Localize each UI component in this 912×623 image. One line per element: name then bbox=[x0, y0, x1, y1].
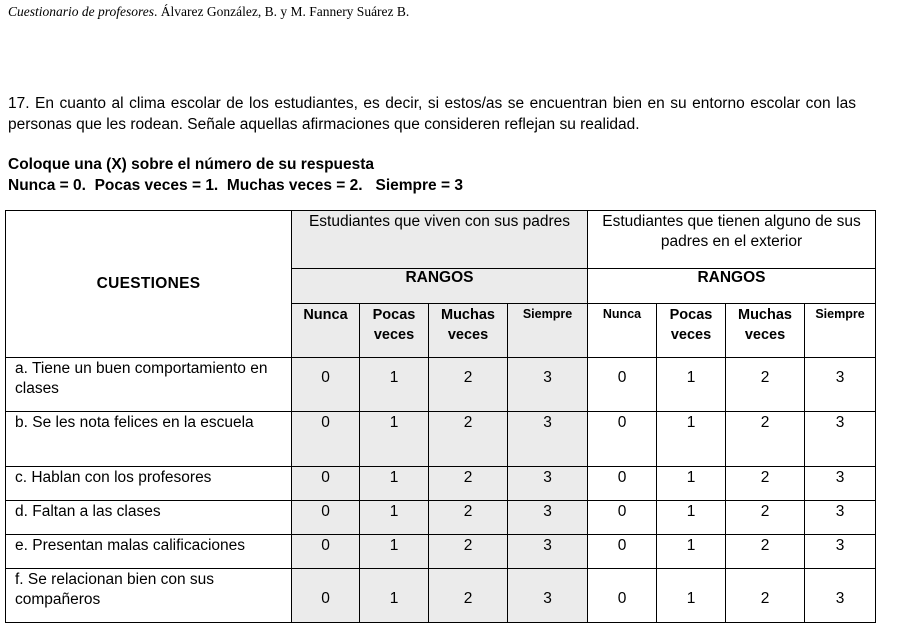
answer-cell[interactable]: 1 bbox=[657, 358, 726, 412]
answer-cell[interactable]: 0 bbox=[588, 467, 657, 501]
answer-cell[interactable]: 3 bbox=[508, 535, 588, 569]
rangos-header-group-1: RANGOS bbox=[292, 269, 588, 304]
table-row bbox=[6, 535, 876, 569]
answer-cell[interactable]: 3 bbox=[508, 569, 588, 623]
option-pocas-g2: Pocas veces bbox=[657, 304, 726, 358]
answer-cell[interactable]: 0 bbox=[588, 501, 657, 535]
group-header-parents-abroad: Estudiantes que tienen alguno de sus padres en el exterior bbox=[588, 211, 876, 269]
answer-cell[interactable]: 1 bbox=[657, 467, 726, 501]
group-header-with-parents: Estudiantes que viven con sus padres bbox=[292, 211, 588, 269]
question-label: c. Hablan con los profesores bbox=[6, 467, 292, 501]
instructions bbox=[8, 154, 463, 196]
rangos-header-group-2: RANGOS bbox=[588, 269, 876, 304]
answer-cell[interactable]: 1 bbox=[360, 501, 429, 535]
question-label: d. Faltan a las clases bbox=[6, 501, 292, 535]
table-row bbox=[6, 467, 876, 501]
option-muchas-g2: Muchas veces bbox=[726, 304, 805, 358]
answer-cell[interactable]: 1 bbox=[360, 358, 429, 412]
answer-cell[interactable]: 2 bbox=[429, 358, 508, 412]
option-muchas-g1: Muchas veces bbox=[429, 304, 508, 358]
answer-cell[interactable]: 3 bbox=[805, 535, 876, 569]
answer-cell[interactable]: 3 bbox=[508, 412, 588, 467]
answer-cell[interactable]: 1 bbox=[360, 569, 429, 623]
answer-cell[interactable]: 0 bbox=[292, 535, 360, 569]
answer-cell[interactable]: 1 bbox=[360, 535, 429, 569]
option-pocas-g1: Pocas veces bbox=[360, 304, 429, 358]
answer-cell[interactable]: 2 bbox=[429, 535, 508, 569]
answer-cell[interactable]: 3 bbox=[805, 412, 876, 467]
instructions-line-2: Nunca = 0. Pocas veces = 1. Muchas veces = 2. Siempre = 3 bbox=[8, 177, 463, 194]
table-row bbox=[6, 501, 876, 535]
answer-cell[interactable]: 2 bbox=[429, 501, 508, 535]
answer-cell[interactable]: 0 bbox=[292, 358, 360, 412]
table-row bbox=[6, 412, 876, 467]
answer-cell[interactable]: 3 bbox=[805, 358, 876, 412]
answer-cell[interactable]: 0 bbox=[588, 412, 657, 467]
option-nunca-g2: Nunca bbox=[588, 304, 657, 358]
header-authors: . Álvarez González, B. y M. Fannery Suárez B. bbox=[154, 4, 410, 19]
answer-cell[interactable]: 3 bbox=[805, 569, 876, 623]
document-header bbox=[8, 4, 409, 20]
option-nunca-g1: Nunca bbox=[292, 304, 360, 358]
question-label: e. Presentan malas calificaciones bbox=[6, 535, 292, 569]
answer-cell[interactable]: 2 bbox=[726, 569, 805, 623]
answer-cell[interactable]: 0 bbox=[292, 412, 360, 467]
instructions-line-1: Coloque una (X) sobre el número de su respuesta bbox=[8, 156, 375, 173]
cuestiones-header: CUESTIONES bbox=[6, 211, 292, 358]
question-label: f. Se relacionan bien con sus compañeros bbox=[6, 569, 292, 623]
answer-cell[interactable]: 3 bbox=[805, 501, 876, 535]
question-text: 17. En cuanto al clima escolar de los estudiantes, es decir, si estos/as se encuentran bien en su entorno escolar con las personas que les rodean. Señale aquellas afirmaciones que consideren reflejan su realidad. bbox=[8, 95, 856, 133]
answer-cell[interactable]: 0 bbox=[292, 569, 360, 623]
answer-cell[interactable]: 3 bbox=[805, 467, 876, 501]
table-row bbox=[6, 569, 876, 623]
answer-cell[interactable]: 2 bbox=[726, 501, 805, 535]
answer-cell[interactable]: 2 bbox=[726, 535, 805, 569]
answer-cell[interactable]: 1 bbox=[657, 501, 726, 535]
answer-cell[interactable]: 2 bbox=[726, 467, 805, 501]
answer-cell[interactable]: 2 bbox=[726, 412, 805, 467]
answer-cell[interactable]: 0 bbox=[588, 535, 657, 569]
question-label: a. Tiene un buen comportamiento en clases bbox=[6, 358, 292, 412]
answer-cell[interactable]: 1 bbox=[657, 569, 726, 623]
answer-cell[interactable]: 0 bbox=[588, 569, 657, 623]
answer-cell[interactable]: 1 bbox=[360, 467, 429, 501]
answer-cell[interactable]: 0 bbox=[292, 501, 360, 535]
table-row bbox=[6, 358, 876, 412]
answer-cell[interactable]: 3 bbox=[508, 358, 588, 412]
answer-cell[interactable]: 2 bbox=[726, 358, 805, 412]
answer-cell[interactable]: 3 bbox=[508, 501, 588, 535]
option-siempre-g2: Siempre bbox=[805, 304, 876, 358]
answer-cell[interactable]: 2 bbox=[429, 412, 508, 467]
answer-cell[interactable]: 1 bbox=[657, 412, 726, 467]
header-title: Cuestionario de profesores bbox=[8, 4, 154, 19]
answer-cell[interactable]: 1 bbox=[657, 535, 726, 569]
answer-cell[interactable]: 1 bbox=[360, 412, 429, 467]
answer-cell[interactable]: 3 bbox=[508, 467, 588, 501]
answer-cell[interactable]: 0 bbox=[292, 467, 360, 501]
answer-cell[interactable]: 2 bbox=[429, 569, 508, 623]
survey-table bbox=[5, 210, 876, 623]
answer-cell[interactable]: 0 bbox=[588, 358, 657, 412]
option-siempre-g1: Siempre bbox=[508, 304, 588, 358]
question-label: b. Se les nota felices en la escuela bbox=[6, 412, 292, 467]
answer-cell[interactable]: 2 bbox=[429, 467, 508, 501]
